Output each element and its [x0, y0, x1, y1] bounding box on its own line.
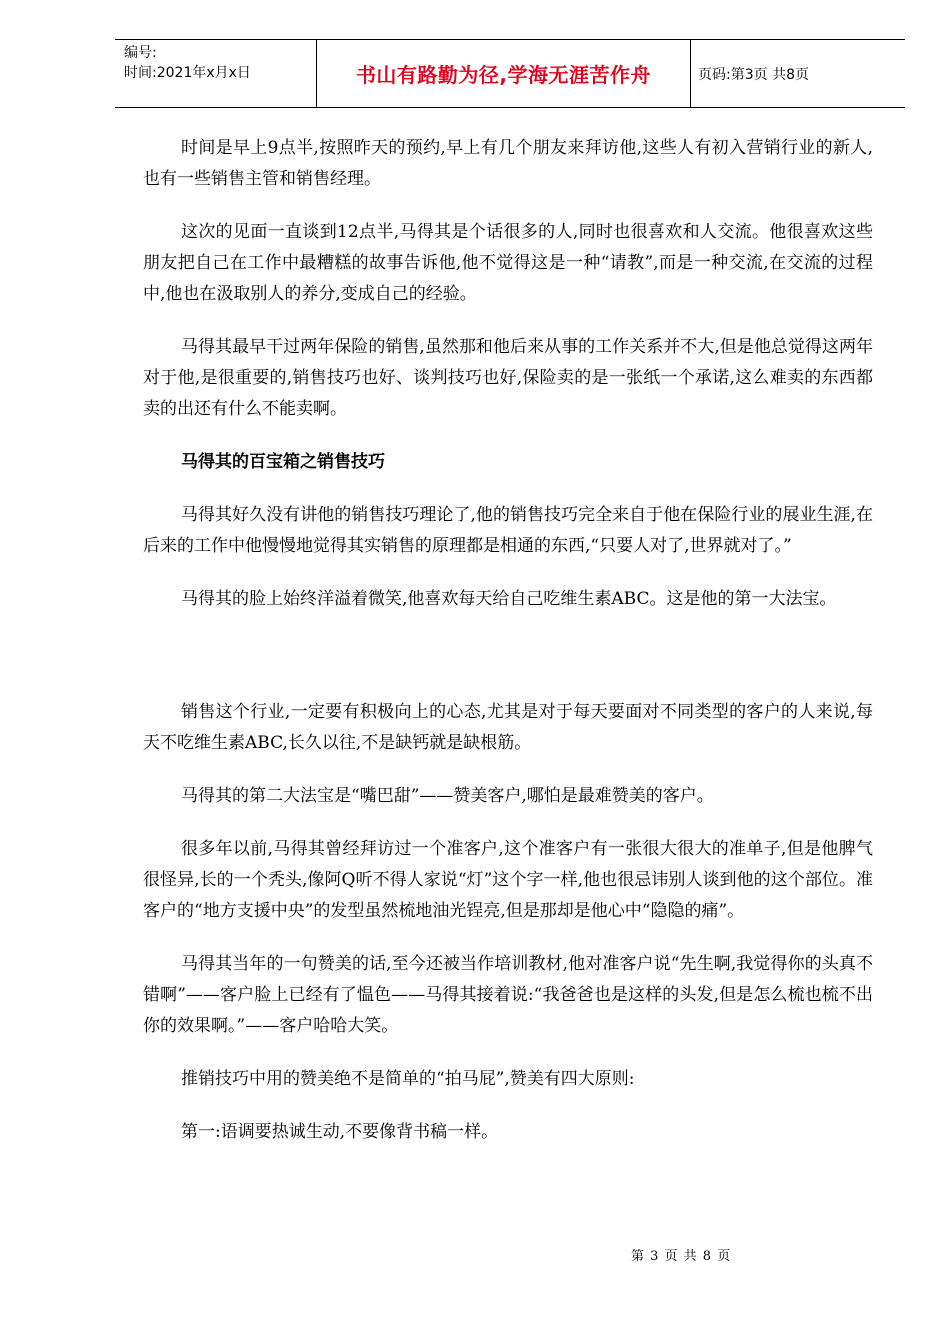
- section-heading: 马得其的百宝箱之销售技巧: [181, 452, 385, 472]
- paragraph: 马得其的第二大法宝是“嘴巴甜”——赞美客户,哪怕是最难赞美的客户。: [181, 786, 714, 806]
- header-page-label: 页码:第3页 共8页: [698, 66, 809, 83]
- time-label: 时间:2021年x月x日: [124, 65, 251, 81]
- header-info-cell: [115, 40, 316, 107]
- document-body: [143, 133, 873, 1148]
- paragraph: 销售这个行业,一定要有积极向上的心态,尤其是对于每天要面对不同类型的客户的人来说,每天不吃维生素ABC,长久以往,不是缺钙就是缺根筋。: [143, 702, 873, 753]
- paragraph: 推销技巧中用的赞美绝不是简单的“拍马屁”,赞美有四大原则:: [181, 1069, 635, 1089]
- paragraph: 马得其当年的一句赞美的话,至今还被当作培训教材,他对准客户说“先生啊,我觉得你的头真不错啊”——客户脸上已经有了愠色——马得其接着说:“我爸爸也是这样的头发,但是怎么梳也梳不出你的效果啊。”——客户哈哈大笑。: [143, 954, 873, 1036]
- paragraph: 第一:语调要热诚生动,不要像背书稿一样。: [181, 1122, 499, 1142]
- paragraph: 马得其最早干过两年保险的销售,虽然那和他后来从事的工作关系并不大,但是他总觉得这两年对于他,是很重要的,销售技巧也好、谈判技巧也好,保险卖的是一张纸一个承诺,这么难卖的东西都卖的出还有什么不能卖啊。: [143, 337, 873, 419]
- paragraph: 马得其的脸上始终洋溢着微笑,他喜欢每天给自己吃维生素ABC。这是他的第一大法宝。: [181, 589, 837, 609]
- paragraph: 很多年以前,马得其曾经拜访过一个准客户,这个准客户有一张很大很大的准单子,但是他脾气很怪异,长的一个秃头,像阿Q听不得人家说“灯”这个字一样,他也很忌讳别人谈到他的这个部位。准客户的“地方支援中央”的发型虽然梳地油光锃亮,但是那却是他心中“隐隐的痛”。: [143, 839, 873, 921]
- serial-label: 编号:: [124, 45, 157, 61]
- paragraph: 这次的见面一直谈到12点半,马得其是个话很多的人,同时也很喜欢和人交流。他很喜欢这些朋友把自己在工作中最糟糕的故事告诉他,他不觉得这是一种“请教”,而是一种交流,在交流的过程中,他也在汲取别人的养分,变成自己的经验。: [143, 222, 873, 304]
- header-page-cell: [691, 40, 905, 107]
- paragraph: 马得其好久没有讲他的销售技巧理论了,他的销售技巧完全来自于他在保险行业的展业生涯,在后来的工作中他慢慢地觉得其实销售的原理都是相通的东西,“只要人对了,世界就对了。”: [143, 505, 873, 556]
- page-header: [115, 39, 905, 108]
- paragraph: 时间是早上9点半,按照昨天的预约,早上有几个朋友来拜访他,这些人有初入营销行业的新人,也有一些销售主管和销售经理。: [143, 138, 873, 189]
- header-motto-cell: [316, 40, 691, 107]
- header-motto: 书山有路勤为径,学海无涯苦作舟: [355, 63, 652, 87]
- page-footer: 第 3 页 共 8 页: [631, 1249, 732, 1264]
